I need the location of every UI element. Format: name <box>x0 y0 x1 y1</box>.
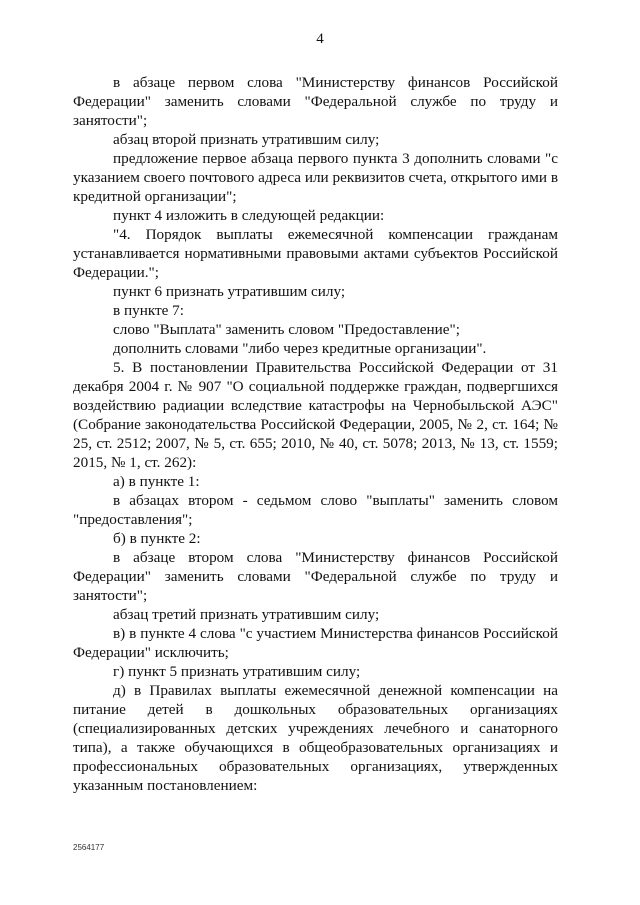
paragraph: предложение первое абзаца первого пункта 3 дополнить словами "с указанием своего почтового адреса или реквизитов счета, открытого ими в кредитной организации"; <box>73 150 558 205</box>
paragraph: д) в Правилах выплаты ежемесячной денежной компенсации на питание детей в дошкольных образовательных организациях (специализированных детских учреждениях лечебного и санаторного типа), а также обучающихся в общеобразовательных организациях и профессиональных образовательных организациях, утвержденных указанным постановлением: <box>73 682 558 794</box>
paragraph: в абзацах втором - седьмом слово "выплаты" заменить словом "предоставления"; <box>73 492 558 528</box>
page-number: 4 <box>316 31 324 47</box>
paragraph: пункт 6 признать утратившим силу; <box>113 283 346 300</box>
paragraph: абзац третий признать утратившим силу; <box>113 606 380 623</box>
paragraph: а) в пункте 1: <box>113 473 200 490</box>
paragraph: в абзаце втором слова "Министерству финансов Российской Федерации" заменить словами "Федеральной службе по труду и занятости"; <box>73 549 558 604</box>
paragraph: в пункте 7: <box>113 302 184 319</box>
paragraph: слово "Выплата" заменить словом "Предоставление"; <box>113 321 460 338</box>
paragraph: дополнить словами "либо через кредитные организации". <box>113 340 487 357</box>
document-id: 2564177 <box>73 843 105 852</box>
paragraph: в абзаце первом слова "Министерству финансов Российской Федерации" заменить словами "Федеральной службе по труду и занятости"; <box>73 74 558 129</box>
paragraph: г) пункт 5 признать утратившим силу; <box>113 663 361 680</box>
paragraph: пункт 4 изложить в следующей редакции: <box>113 207 385 224</box>
paragraph: 5. В постановлении Правительства Российской Федерации от 31 декабря 2004 г. № 907 "О социальной поддержке граждан, подвергшихся воздействию радиации вследствие катастрофы на Чернобыльской АЭС" (Собрание законодательства Российской Федерации, 2005, № 2, ст. 164; № 25, ст. 2512; 2007, № 5, ст. 655; 2010, № 40, ст. 5078; 2013, № 13, ст. 1559; 2015, № 1, ст. 262): <box>73 359 558 471</box>
paragraph: абзац второй признать утратившим силу; <box>113 131 380 148</box>
paragraph: в) в пункте 4 слова "с участием Министерства финансов Российской Федерации" исключить; <box>73 625 558 661</box>
paragraph: "4. Порядок выплаты ежемесячной компенсации гражданам устанавливается нормативными правовыми актами субъектов Российской Федерации."; <box>73 226 558 281</box>
paragraph: б) в пункте 2: <box>113 530 201 547</box>
document-body <box>73 73 558 795</box>
